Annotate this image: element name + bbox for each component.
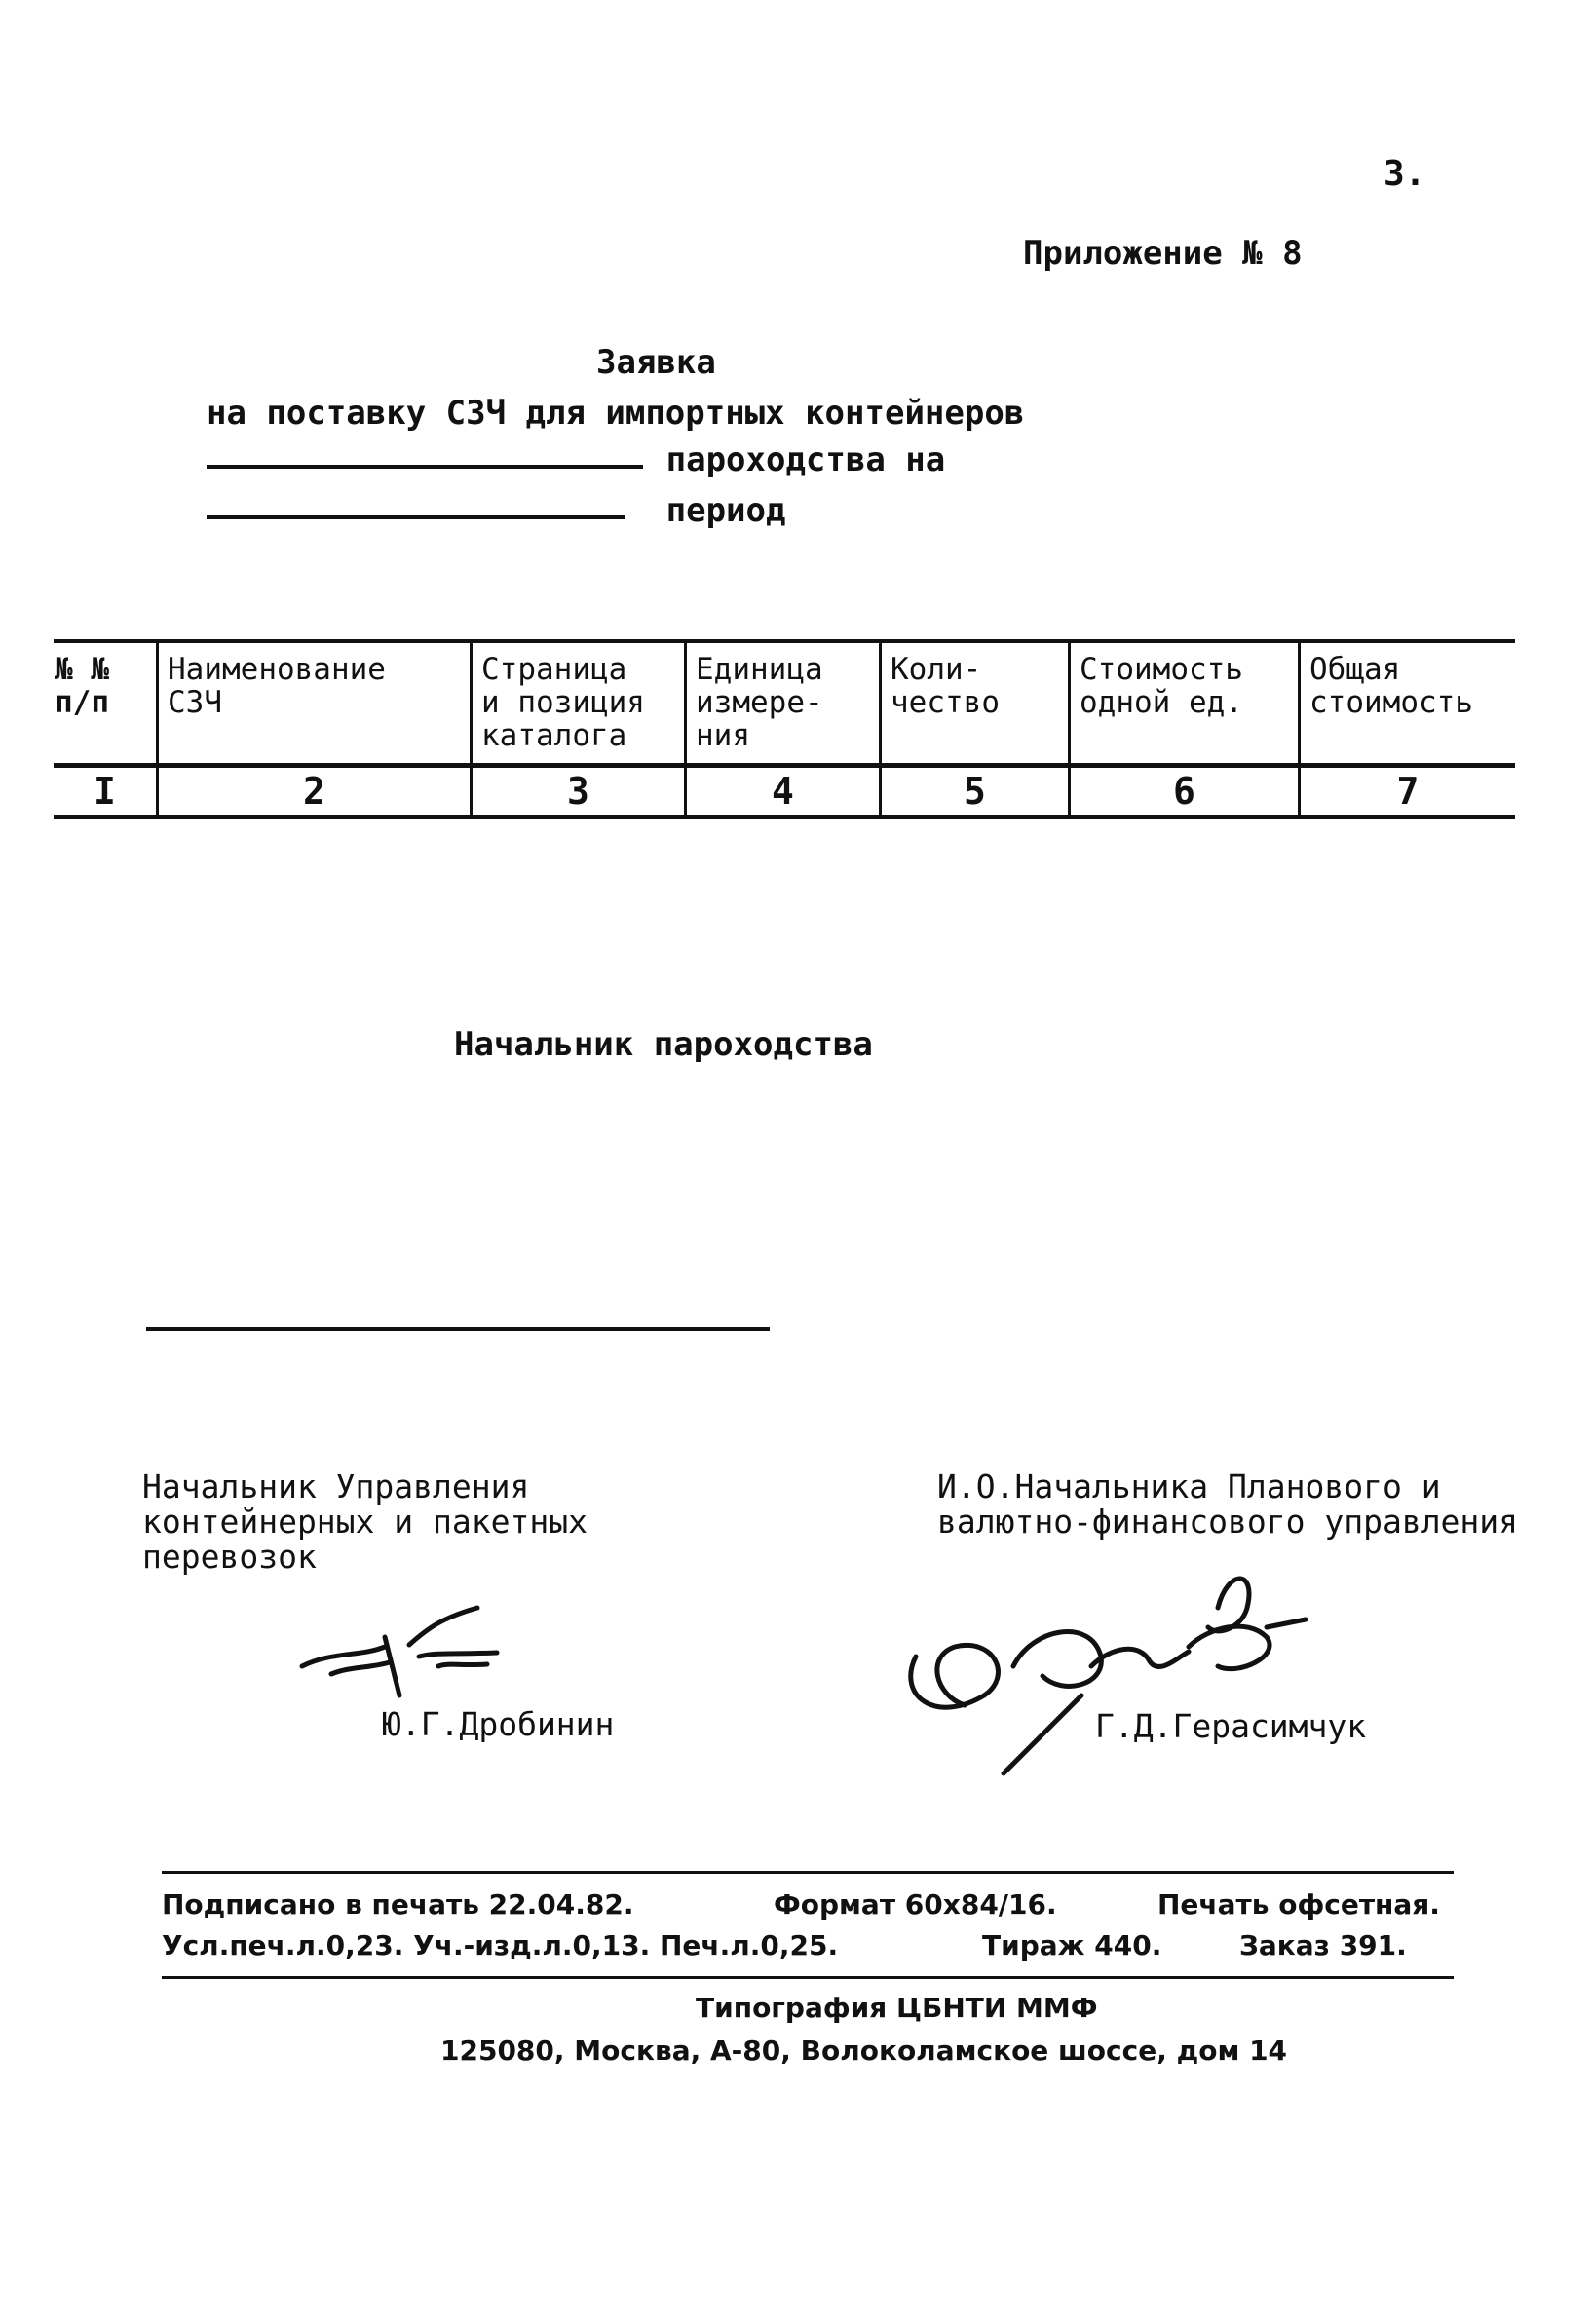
header-cell-number: № № п/п [55,652,109,720]
imprint-order: Заказ 391. [1239,1929,1407,1962]
column-number-3: 3 [567,770,589,813]
head-of-shipping-label: Начальник пароходства [454,1025,873,1064]
page-number: 3. [1384,154,1426,194]
table-bottom-rule [54,815,1515,819]
head-signature-line [146,1327,770,1331]
column-number-2: 2 [303,770,325,813]
column-number-1: I [94,770,116,813]
shipping-line-text: пароходства на [665,440,946,479]
imprint-print-run: Тираж 440. [982,1929,1162,1962]
header-cell-quantity: Коли- чество [891,652,1000,720]
imprint-sheets: Усл.печ.л.0,23. Уч.-изд.л.0,13. Печ.л.0,25. [162,1929,839,1962]
form-subtitle: на поставку СЗЧ для импортных контейнеров [207,394,1025,433]
appendix-label: Приложение № 8 [1023,234,1303,273]
right-signature-icon [896,1549,1315,1783]
header-cell-catalog: Страница и позиция каталога [481,652,645,753]
period-line-text: период [665,491,786,530]
form-title: Заявка [596,343,716,382]
column-number-5: 5 [964,770,986,813]
table-top-rule [54,639,1515,643]
imprint-line-2 [162,1929,1454,1968]
column-number-4: 4 [772,770,794,813]
header-cell-total-cost: Общая стоимость [1309,652,1473,720]
imprint-bottom-rule [162,1976,1454,1979]
imprint-printer: Типография ЦБНТИ ММФ [696,1992,1098,2024]
table-mid-rule [54,763,1515,768]
shipping-line [207,440,945,483]
right-signatory-name: Г.Д.Герасимчук [1095,1707,1367,1745]
period-line [207,491,785,534]
header-cell-unit: Единица измере- ния [696,652,823,753]
header-cell-unit-cost: Стоимость одной ед. [1080,652,1243,720]
column-number-7: 7 [1396,770,1420,813]
left-signatory-title: Начальник Управления контейнерных и пакетных перевозок [142,1467,588,1576]
imprint-address: 125080, Москва, А-80, Волоколамское шоссе, дом 14 [440,2035,1288,2067]
shipping-blank [207,465,643,469]
imprint-signed-date: Подписано в печать 22.04.82. [162,1888,634,1921]
imprint-line-1 [162,1888,1454,1927]
left-signatory-name: Ю.Г.Дробинин [382,1705,615,1743]
column-number-6: 6 [1173,770,1195,813]
imprint-top-rule [162,1871,1454,1874]
header-cell-name: Наименование СЗЧ [168,652,386,720]
imprint-format: Формат 60х84/16. [774,1888,1057,1921]
imprint-printing: Печать офсетная. [1157,1888,1440,1921]
right-signatory-title: И.О.Начальника Планового и валютно-финансового управления [937,1467,1519,1541]
period-blank [207,515,625,519]
